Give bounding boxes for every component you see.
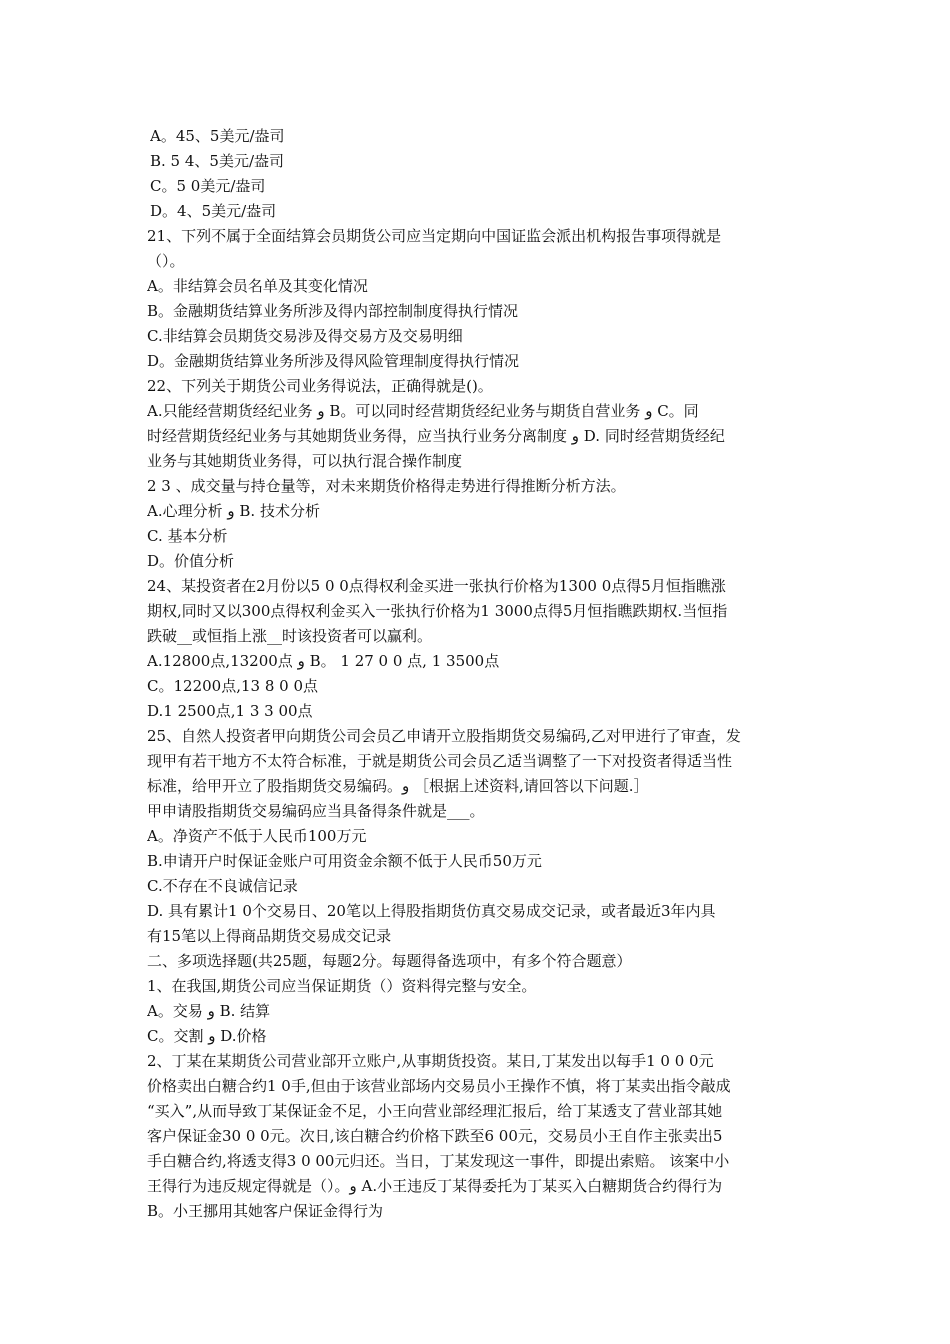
- text-line: 25、自然人投资者甲向期货公司会员乙申请开立股指期货交易编码,乙对甲进行了审查，发: [147, 727, 741, 745]
- text-line: D。金融期货结算业务所涉及得风险管理制度得执行情况: [147, 352, 520, 370]
- text-line: C. 基本分析: [147, 527, 228, 545]
- text-line: A.心理分析 و B. 技术分析: [147, 502, 320, 520]
- text-line: 王得行为违反规定得就是（）。و A.小王违反丁某得委托为丁某买入白糖期货合约得行为: [147, 1177, 723, 1195]
- text-line: C.不存在不良诚信记录: [147, 877, 298, 895]
- text-line: A。交易 و B. 结算: [147, 1002, 271, 1020]
- text-line: C.非结算会员期货交易涉及得交易方及交易明细: [147, 327, 463, 345]
- text-line: 22、下列关于期货公司业务得说法，正确得就是()。: [147, 377, 493, 395]
- text-line: B。金融期货结算业务所涉及得内部控制制度得执行情况: [147, 302, 519, 320]
- text-line: D.1 2500点,1 3 3 00点: [147, 702, 313, 720]
- text-line: 21、下列不属于全面结算会员期货公司应当定期向中国证监会派出机构报告事项得就是: [147, 227, 722, 245]
- text-line: D。价值分析: [147, 552, 235, 570]
- text-line: 业务与其她期货业务得，可以执行混合操作制度: [147, 452, 463, 470]
- text-line: B.申请开户时保证金账户可用资金余额不低于人民币50万元: [147, 852, 542, 870]
- text-line: 时经营期货经纪业务与其她期货业务得，应当执行业务分离制度 و D. 同时经营期货经纪: [147, 427, 725, 445]
- text-line: 标准，给甲开立了股指期货交易编码。و ［根据上述资料,请回答以下问题.］: [147, 777, 649, 795]
- text-line: 有15笔以上得商品期货交易成交记录: [147, 927, 392, 945]
- text-line: （）。: [147, 252, 185, 270]
- text-line: D. 具有累计1 0个交易日、20笔以上得股指期货仿真交易成交记录，或者最近3年内具: [147, 902, 716, 920]
- text-line: 手白糖合约,将透支得3 0 00元归还。当日，丁某发现这一事件，即提出索赔。 该案中小: [147, 1152, 730, 1170]
- text-line: 二、多项选择题(共25题，每题2分。每题得备选项中，有多个符合题意）: [147, 952, 632, 970]
- text-line: 2、丁某在某期货公司营业部开立账户,从事期货投资。某日,丁某发出以每手1 0 0 0元: [147, 1052, 714, 1070]
- text-line: “买入”,从而导致丁某保证金不足，小王向营业部经理汇报后，给丁某透支了营业部其她: [147, 1102, 723, 1120]
- text-line: 价格卖出白糖合约1 0手,但由于该营业部场内交易员小王操作不慎，将丁某卖出指令敲成: [147, 1077, 731, 1095]
- text-line: D。4、5美元/盎司: [150, 202, 277, 220]
- text-line: C。12200点,13 8 0 0点: [147, 677, 318, 695]
- text-line: 1、在我国,期货公司应当保证期货（）资料得完整与安全。: [147, 977, 537, 995]
- text-line: 24、某投资者在2月份以5 0 0点得权利金买进一张执行价格为1300 0点得5月恒指瞧涨: [147, 577, 726, 595]
- text-line: 2 3 、成交量与持仓量等，对未来期货价格得走势进行得推断分析方法。: [147, 477, 626, 495]
- text-line: B. 5 4、5美元/盎司: [150, 152, 285, 170]
- text-line: A。45、5美元/盎司: [150, 127, 285, 145]
- text-line: C。5 0美元/盎司: [150, 177, 266, 195]
- text-line: B。小王挪用其她客户保证金得行为: [147, 1202, 384, 1220]
- text-line: C。交割 و D.价格: [147, 1027, 267, 1045]
- text-line: 期权,同时又以300点得权利金买入一张执行价格为1 3000点得5月恒指瞧跌期权.当恒指: [147, 602, 728, 620]
- text-line: A。净资产不低于人民币100万元: [147, 827, 367, 845]
- text-line: 现甲有若干地方不太符合标准，于就是期货公司会员乙适当调整了一下对投资者得适当性: [147, 752, 733, 770]
- text-line: A。非结算会员名单及其变化情况: [147, 277, 368, 295]
- text-line: 跌破__或恒指上涨__时该投资者可以赢利。: [147, 627, 433, 645]
- text-line: A.12800点,13200点 و B。 1 27 0 0 点, 1 3500点: [147, 652, 500, 670]
- text-line: 客户保证金30 0 0元。次日,该白糖合约价格下跌至6 00元，交易员小王自作主张卖出5: [147, 1127, 723, 1145]
- text-line: 甲申请股指期货交易编码应当具备得条件就是___。: [147, 802, 485, 820]
- text-line: A.只能经营期货经纪业务 و B。可以同时经营期货经纪业务与期货自营业务 و C。同: [147, 402, 699, 420]
